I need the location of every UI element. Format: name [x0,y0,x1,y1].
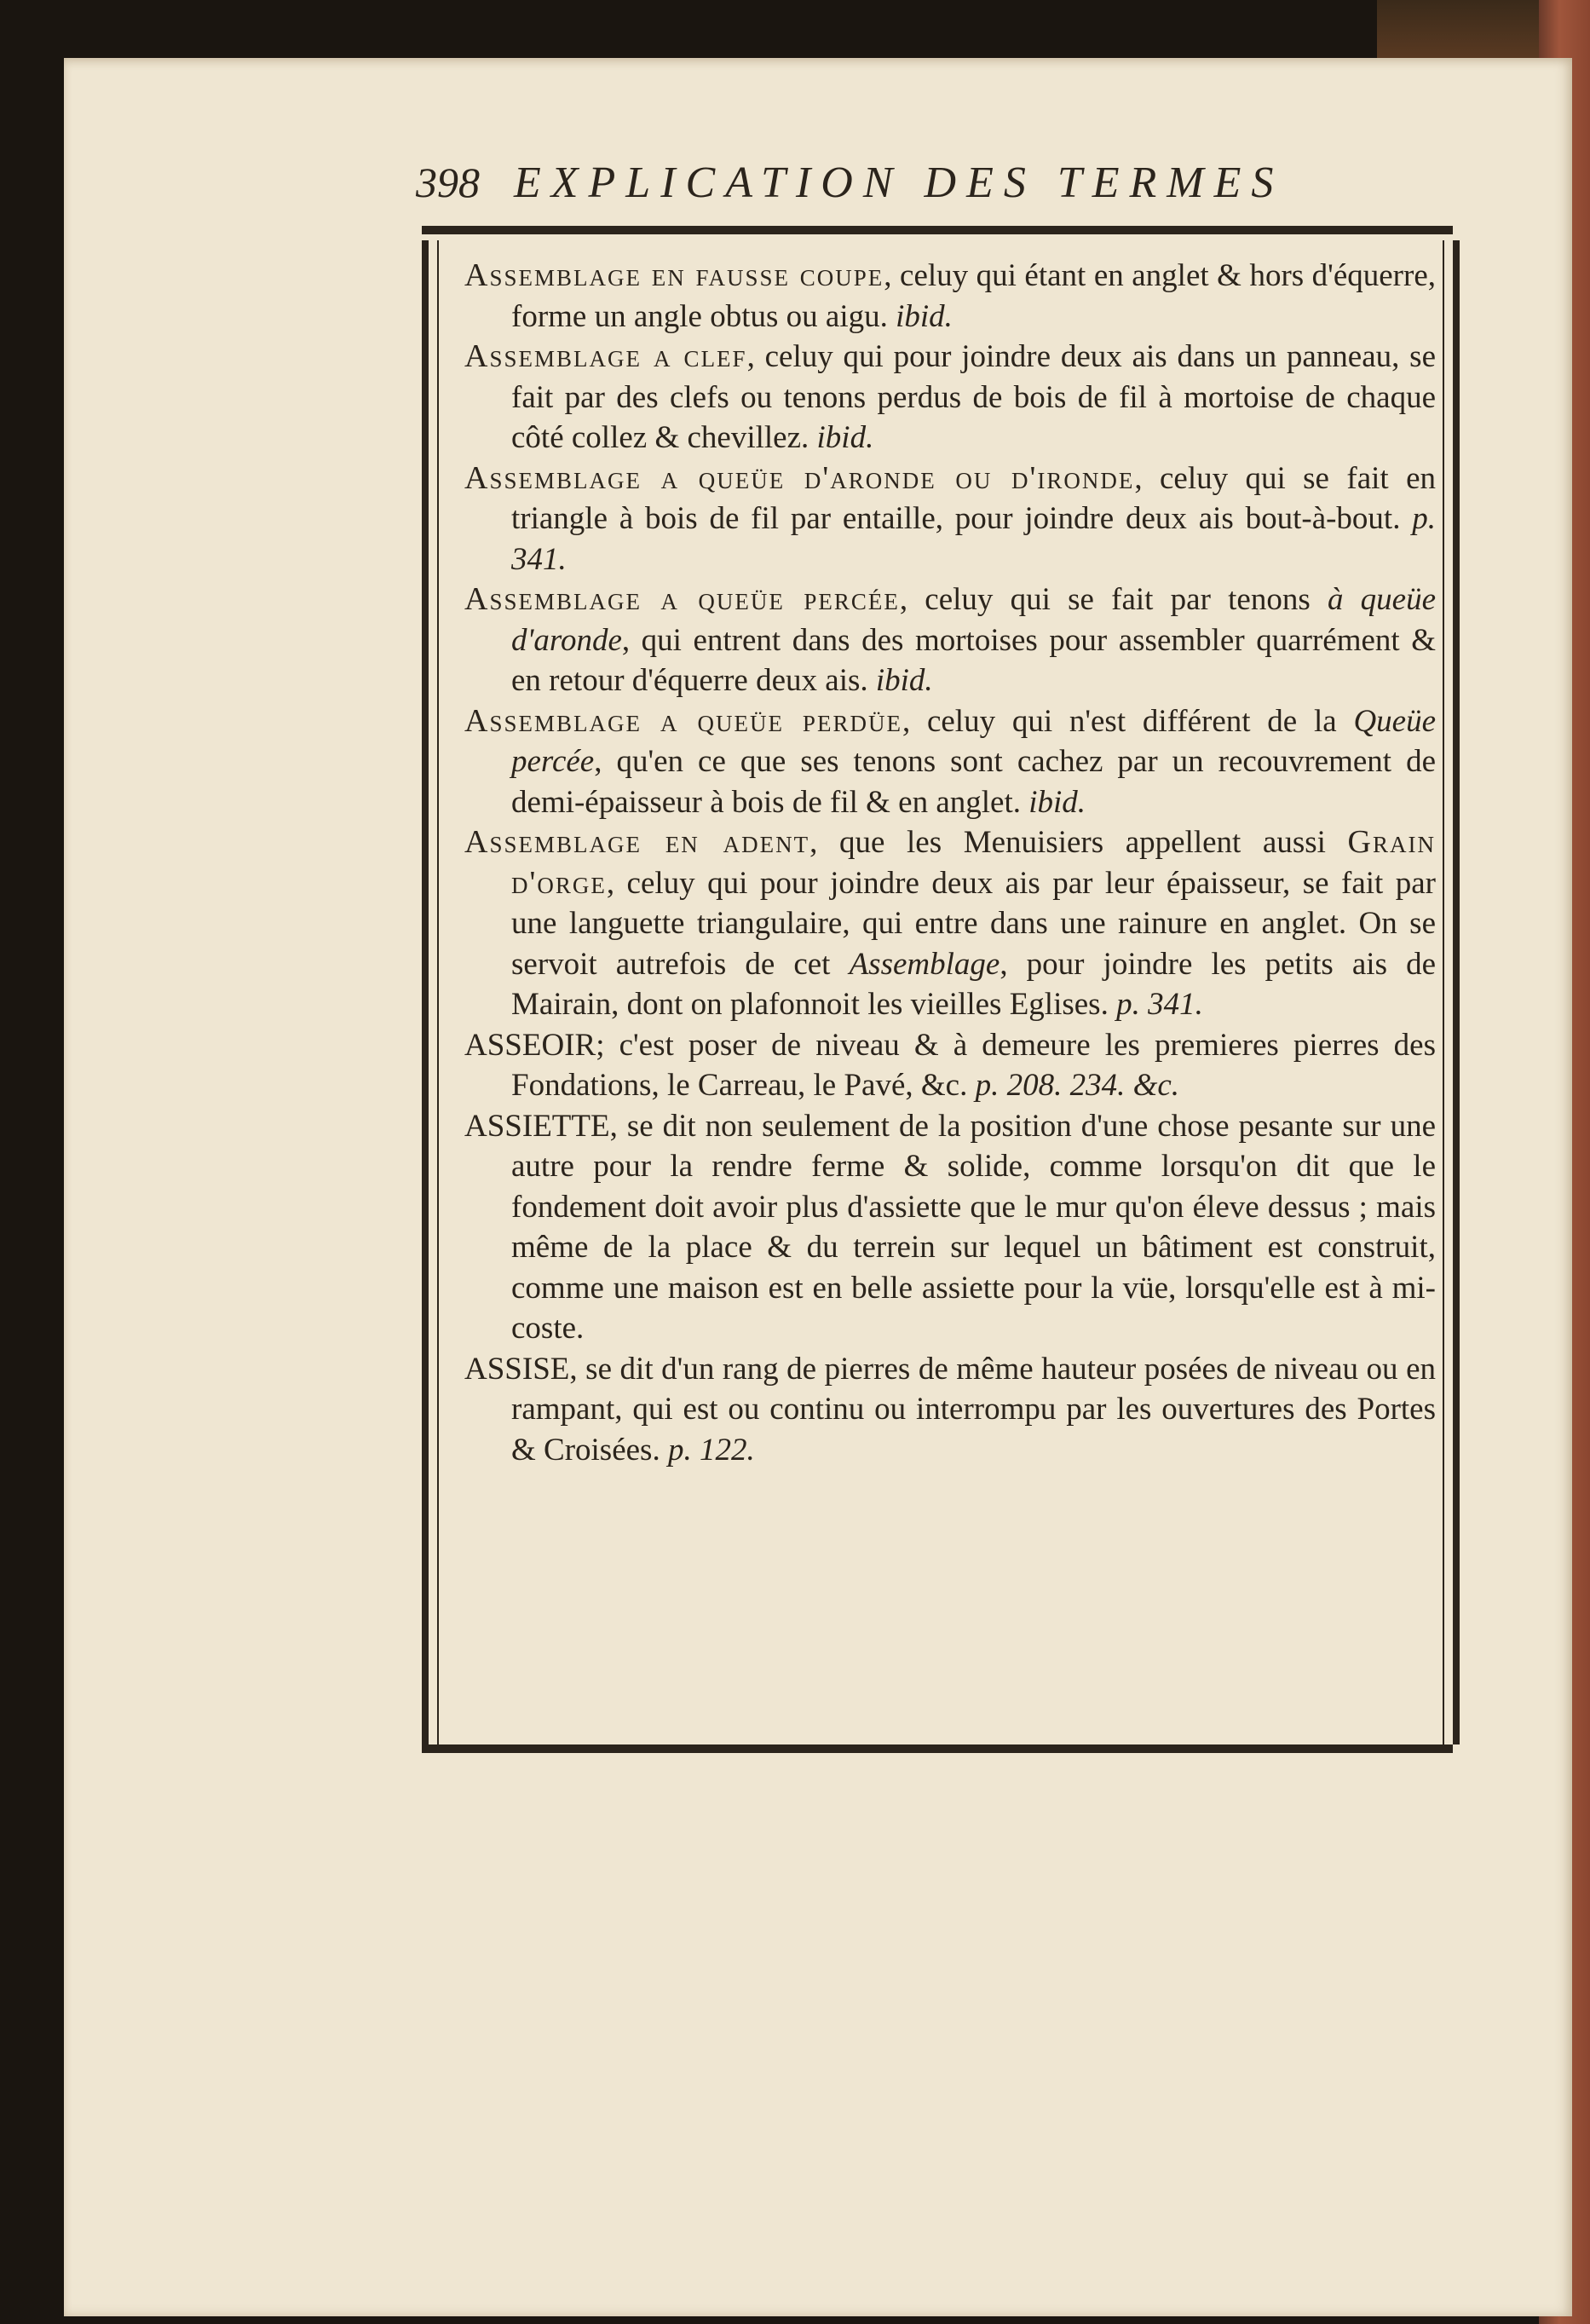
glossary-entry [464,822,1436,1025]
entry-text: ; c'est poser de niveau & à demeure les premieres pierres des Fondations, le Carreau, le Pavé, &c. [511,1027,1436,1103]
entry-text-before: , celuy qui se fait par tenons [899,582,1311,617]
entry-italic-term: Queüe percée [511,703,1437,779]
entry-italic-term: à queüe d'aronde [511,582,1437,658]
running-head [416,158,1438,234]
entry-headword: Assemblage en adent [464,824,810,860]
entry-text: , celuy qui étant en anglet & hors d'équerre, forme un angle obtus ou aigu. [511,258,1436,334]
entry-headword: ASSIETTE [464,1108,610,1144]
entry-text: , se dit d'un rang de pierres de même hauteur posées de niveau ou en rampant, qui est ou continu ou interrompu par les ouvertures des Portes & Croisées. [511,1351,1436,1468]
entry-headword: Assemblage a queüe percée [464,581,900,617]
glossary-entry [464,337,1436,458]
glossary-entry [464,701,1436,823]
frame-rule-top [422,226,1453,234]
entry-italic-term: Assemblage [849,946,1000,982]
entry-headword: ASSISE [464,1351,570,1387]
entry-headword: Assemblage a queüe perdüe [464,702,902,739]
entry-text: , qu'en ce que ses tenons sont cachez par un recouvrement de demi-épaisseur à bois de fil & en anglet. [511,744,1436,820]
glossary-entry [464,580,1436,701]
glossary-entry [464,256,1436,337]
glossary-entry [464,1025,1436,1106]
entry-reference: ibid. [816,420,874,455]
entry-headword-secondary: Grain d'orge [511,824,1436,901]
glossary-entry [464,1106,1436,1349]
entry-headword: Assemblage en fausse coupe [464,257,884,293]
entry-text: , qui entrent dans des mortoises pour assembler quarrément & en retour d'équerre deux ais. [511,622,1436,698]
glossary-entry [464,1349,1436,1471]
entry-text: , pour joindre les petits ais de Mairain, dont on plafonnoit les vieilles Eglises. [511,946,1436,1022]
entry-reference: ibid. [1028,784,1086,820]
entry-text: , celuy qui pour joindre deux ais dans un panneau, se fait par des clefs ou tenons perdus de bois de fil à mortoise de chaque côté collez & chevillez. [511,339,1436,455]
entry-reference: ibid. [896,298,953,334]
entry-text-before: , que les Menuisiers appellent aussi [809,825,1326,860]
page-number: 398 [416,159,480,206]
entry-reference: p. 341. [511,501,1437,577]
entry-text: , celuy qui se fait en triangle à bois de fil par entaille, pour joindre deux ais bout-à-bout. [511,460,1436,536]
entry-text-before: , celuy qui n'est différent de la [902,703,1337,739]
frame-rule-bottom [422,1744,1453,1753]
running-title: EXPLICATION DES TERMES [514,159,1284,207]
entry-headword: Assemblage a queüe d'aronde ou d'ironde [464,459,1135,496]
entry-text: , se dit non seulement de la position d'une chose pesante sur une autre pour la rendre ferme & solide, comme lorsqu'on dit que le fondement doit avoir plus d'assiette que le mur qu'on éleve dessus ; mais même de la place & du terrein sur lequel un bâtiment est construit, comme une maison est en belle assiette pour la vüe, lorsqu'elle est à mi-coste. [511,1108,1436,1346]
entry-reference: p. 341. [1116,987,1203,1022]
entry-reference: p. 122. [667,1432,755,1468]
glossary-body [464,256,1436,1739]
entry-text-mid: , celuy qui pour joindre deux ais par leur épaisseur, se fait par une languette triangulaire, qui entre dans une rainure en anglet. On se servoit autrefois de cet [511,865,1436,982]
entry-headword: Assemblage a clef [464,338,747,374]
entry-reference: p. 208. 234. &c. [975,1068,1180,1103]
glossary-entry [464,458,1436,580]
entry-headword: ASSEOIR [464,1027,596,1063]
entry-reference: ibid. [875,663,933,698]
